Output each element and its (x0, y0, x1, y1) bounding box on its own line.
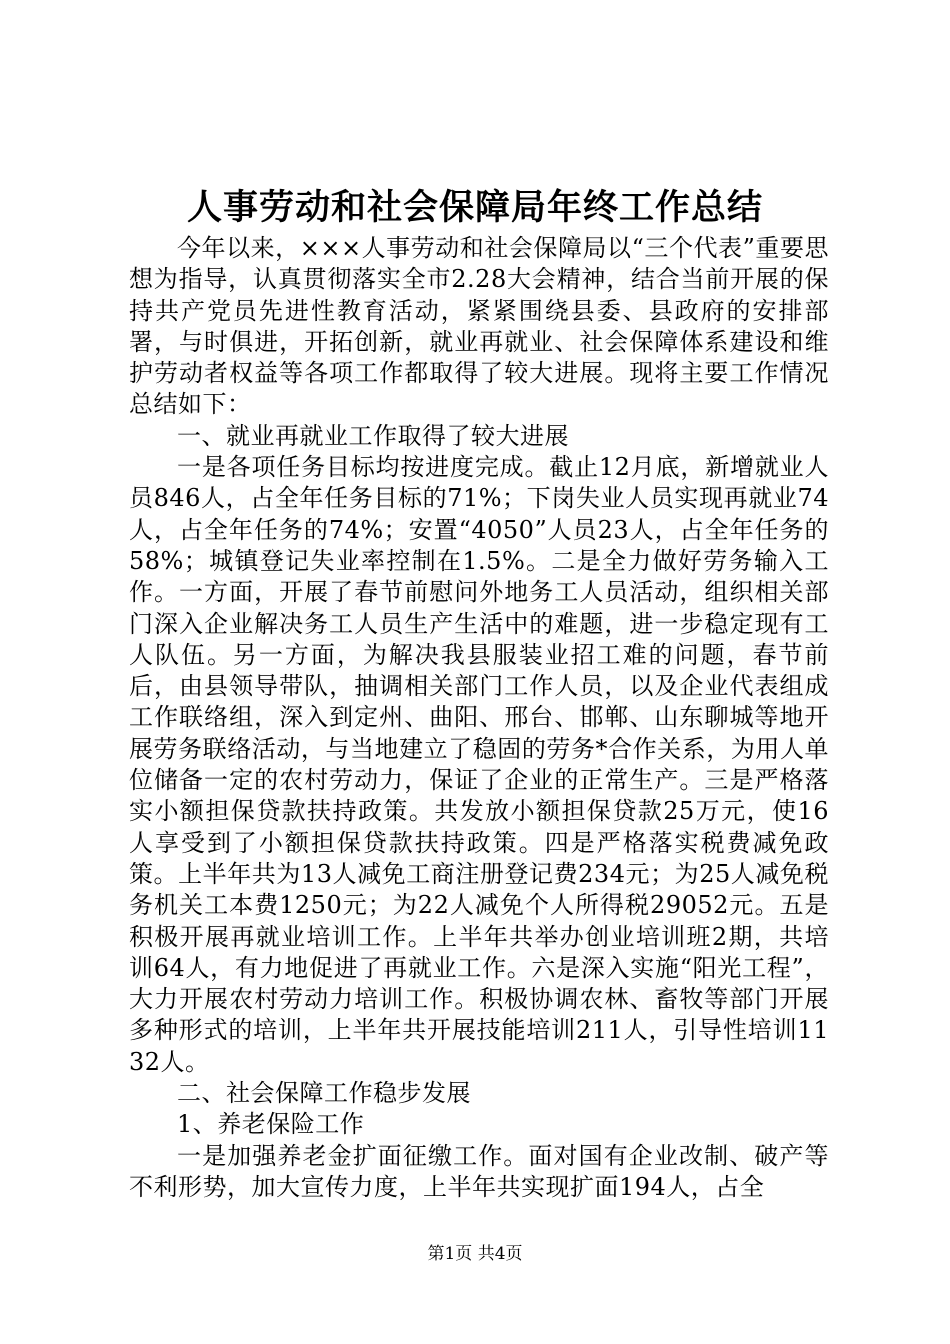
paragraph-intro: 今年以来，×××人事劳动和社会保障局以“三个代表”重要思想为指导，认真贯彻落实全市2.28大会精神，结合当前开展的保持共产党员先进性教育活动，紧紧围绕县委、县政府的安排部署，与时俱进，开拓创新，就业再就业、社会保障体系建设和维护劳动者权益等各项工作都取得了较大进展。现将主要工作情况总结如下： (129, 234, 829, 419)
document-body (129, 233, 829, 1203)
section-heading-social-security: 二、社会保障工作稳步发展 (177, 1079, 471, 1108)
subsection-heading-pension: 1、养老保险工作 (177, 1110, 365, 1139)
paragraph-employment: 一是各项任务目标均按进度完成。截止12月底，新增就业人员846人，占全年任务目标的71%；下岗失业人员实现再就业74人，占全年任务的74%；安置“4050”人员23人，占全年任务的58%；城镇登记失业率控制在1.5%。二是全力做好劳务输入工作。一方面，开展了春节前慰问外地务工人员活动，组织相关部门深入企业解决务工人员生产生活中的难题，进一步稳定现有工人队伍。另一方面，为解决我县服装业招工难的问题，春节前后，由县领导带队，抽调相关部门工作人员，以及企业代表组成工作联络组，深入到定州、曲阳、邢台、邯郸、山东聊城等地开展劳务联络活动，与当地建立了稳固的劳务*合作关系，为用人单位储备一定的农村劳动力，保证了企业的正常生产。三是严格落实小额担保贷款扶持政策。共发放小额担保贷款25万元，使16人享受到了小额担保贷款扶持政策。四是严格落实税费减免政策。上半年共为13人减免工商注册登记费234元；为25人减免税务机关工本费1250元；为22人减免个人所得税29052元。五是积极开展再就业培训工作。上半年共举办创业培训班2期，共培训64人，有力地促进了再就业工作。六是深入实施“阳光工程”，大力开展农村劳动力培训工作。积极协调农林、畜牧等部门开展多种形式的培训，上半年共开展技能培训211人，引导性培训1132人。 (129, 453, 829, 1076)
page-number-footer: 第1页 共4页 (427, 1244, 523, 1264)
paragraph-pension: 一是加强养老金扩面征缴工作。面对国有企业改制、破产等不利形势，加大宣传力度，上半年共实现扩面194人，占全 (129, 1141, 829, 1201)
document-title: 人事劳动和社会保障局年终工作总结 (186, 187, 763, 228)
section-heading-employment: 一、就业再就业工作取得了较大进展 (177, 421, 569, 450)
